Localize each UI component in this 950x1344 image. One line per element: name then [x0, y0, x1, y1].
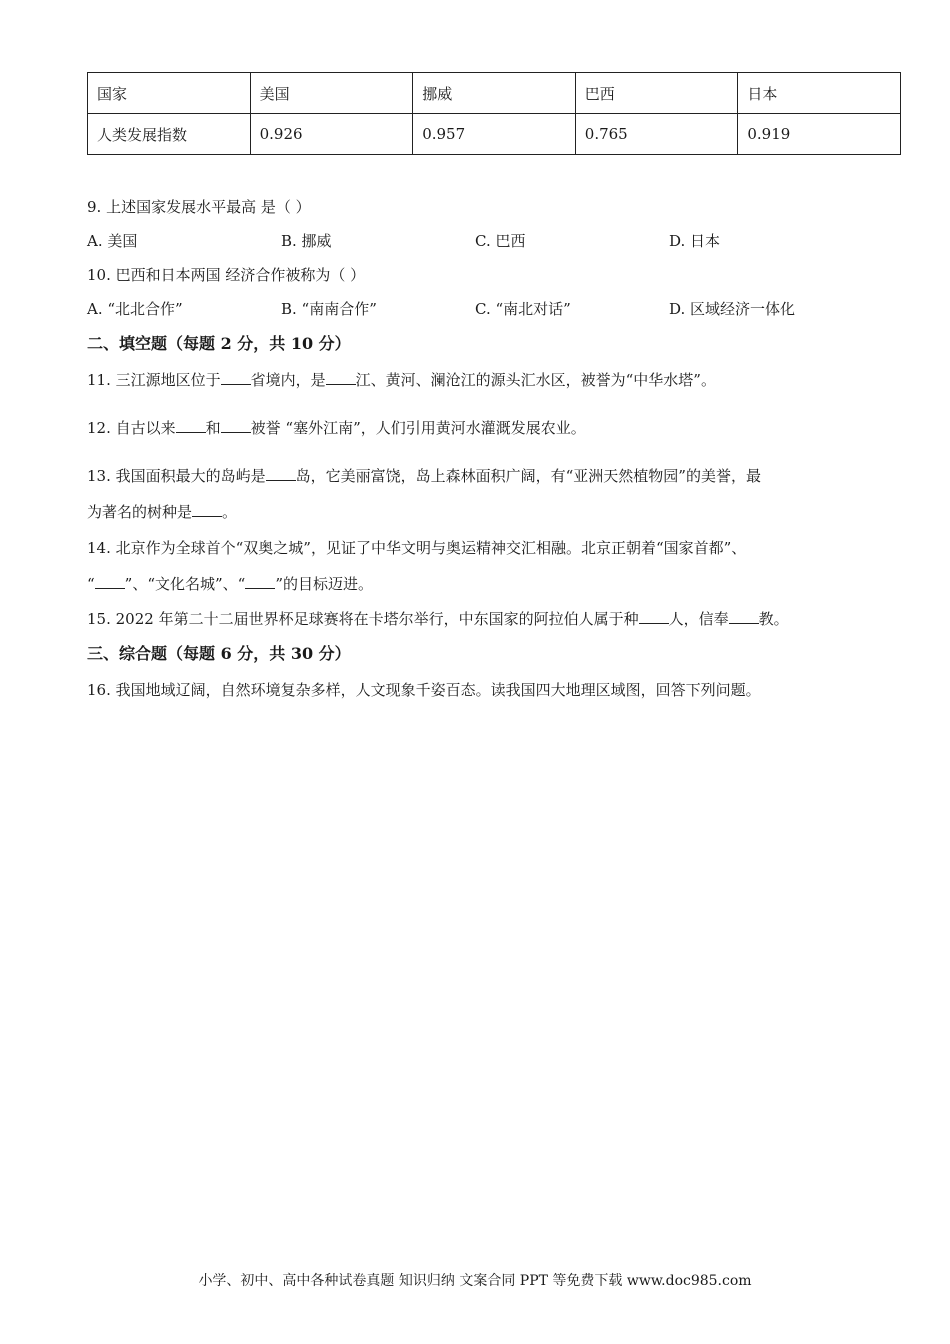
question-9-stem: 9. 上述国家发展水平最高 是（ ）: [87, 198, 311, 216]
q9-option-a: A. 美国: [87, 232, 138, 250]
table-cell: 国家: [88, 73, 251, 114]
text-segment: 江、黄河、澜沧江的源头汇水区，被誉为“中华水塔”。: [355, 371, 716, 389]
table-cell: 0.765: [575, 114, 738, 155]
fill-blank: [221, 418, 251, 433]
fill-blank: [221, 370, 251, 385]
fill-blank: [639, 609, 669, 624]
question-14-line-2: [87, 574, 373, 594]
text-segment: 人，信奉: [668, 610, 729, 628]
table-row: [88, 114, 901, 155]
text-segment: “: [87, 575, 95, 593]
table-cell: 挪威: [413, 73, 576, 114]
fill-blank: [245, 574, 275, 589]
text-segment: ”、“文化名城”、“: [124, 575, 246, 593]
table-cell: 0.919: [738, 114, 901, 155]
text-segment: 。: [222, 503, 238, 521]
text-segment: 12. 自古以来: [87, 419, 176, 437]
fill-blank: [326, 370, 356, 385]
q9-option-b: B. 挪威: [281, 232, 332, 250]
q10-option-b: B. “南南合作”: [281, 300, 377, 318]
fill-blank: [95, 574, 125, 589]
text-segment: 被誉 “塞外江南”，人们引用黄河水灌溉发展农业。: [250, 419, 586, 437]
question-13-line-2: [87, 502, 237, 522]
hdi-table: [87, 72, 901, 155]
section-2-heading: 二、填空题（每题 2 分，共 10 分）: [87, 334, 351, 353]
table-cell: 巴西: [575, 73, 738, 114]
text-segment: 为著名的树种是: [87, 503, 193, 521]
fill-blank: [266, 466, 296, 481]
text-segment: 教。: [758, 610, 789, 628]
text-segment: 省境内，是: [250, 371, 326, 389]
question-14-line-1: 14. 北京作为全球首个“双奥之城”，见证了中华文明与奥运精神交汇相融。北京正朝着“国家首都”、: [87, 539, 747, 557]
question-10-stem: 10. 巴西和日本两国 经济合作被称为（ ）: [87, 266, 366, 284]
text-segment: 岛，它美丽富饶，岛上森林面积广阔，有“亚洲天然植物园”的美誉，最: [295, 467, 761, 485]
fill-blank: [176, 418, 206, 433]
text-segment: 13. 我国面积最大的岛屿是: [87, 467, 266, 485]
q10-option-d: D. 区域经济一体化: [669, 300, 796, 318]
page-footer: 小学、初中、高中各种试卷真题 知识归纳 文案合同 PPT 等免费下载 www.doc985.com: [198, 1273, 752, 1289]
table-row: [88, 73, 901, 114]
text-segment: ”的目标迈进。: [275, 575, 374, 593]
section-3-heading: 三、综合题（每题 6 分，共 30 分）: [87, 644, 351, 663]
table-cell: 人类发展指数: [88, 114, 251, 155]
question-16-stem: 16. 我国地域辽阔，自然环境复杂多样，人文现象千姿百态。读我国四大地理区域图，回答下列问题。: [87, 681, 761, 699]
q9-option-d: D. 日本: [669, 232, 721, 250]
question-13-line-1: [87, 466, 761, 486]
question-15: [87, 609, 789, 629]
question-12: [87, 418, 586, 438]
q10-option-c: C. “南北对话”: [475, 300, 571, 318]
q9-option-c: C. 巴西: [475, 232, 526, 250]
table-cell: 0.926: [250, 114, 413, 155]
text-segment: 15. 2022 年第二十二届世界杯足球赛将在卡塔尔举行，中东国家的阿拉伯人属于种: [87, 610, 639, 628]
table-cell: 0.957: [413, 114, 576, 155]
table-cell: 美国: [250, 73, 413, 114]
question-11: [87, 370, 716, 390]
q10-option-a: A. “北北合作”: [87, 300, 183, 318]
text-segment: 11. 三江源地区位于: [87, 371, 221, 389]
fill-blank: [192, 502, 222, 517]
text-segment: 和: [205, 419, 221, 437]
fill-blank: [729, 609, 759, 624]
table-cell: 日本: [738, 73, 901, 114]
